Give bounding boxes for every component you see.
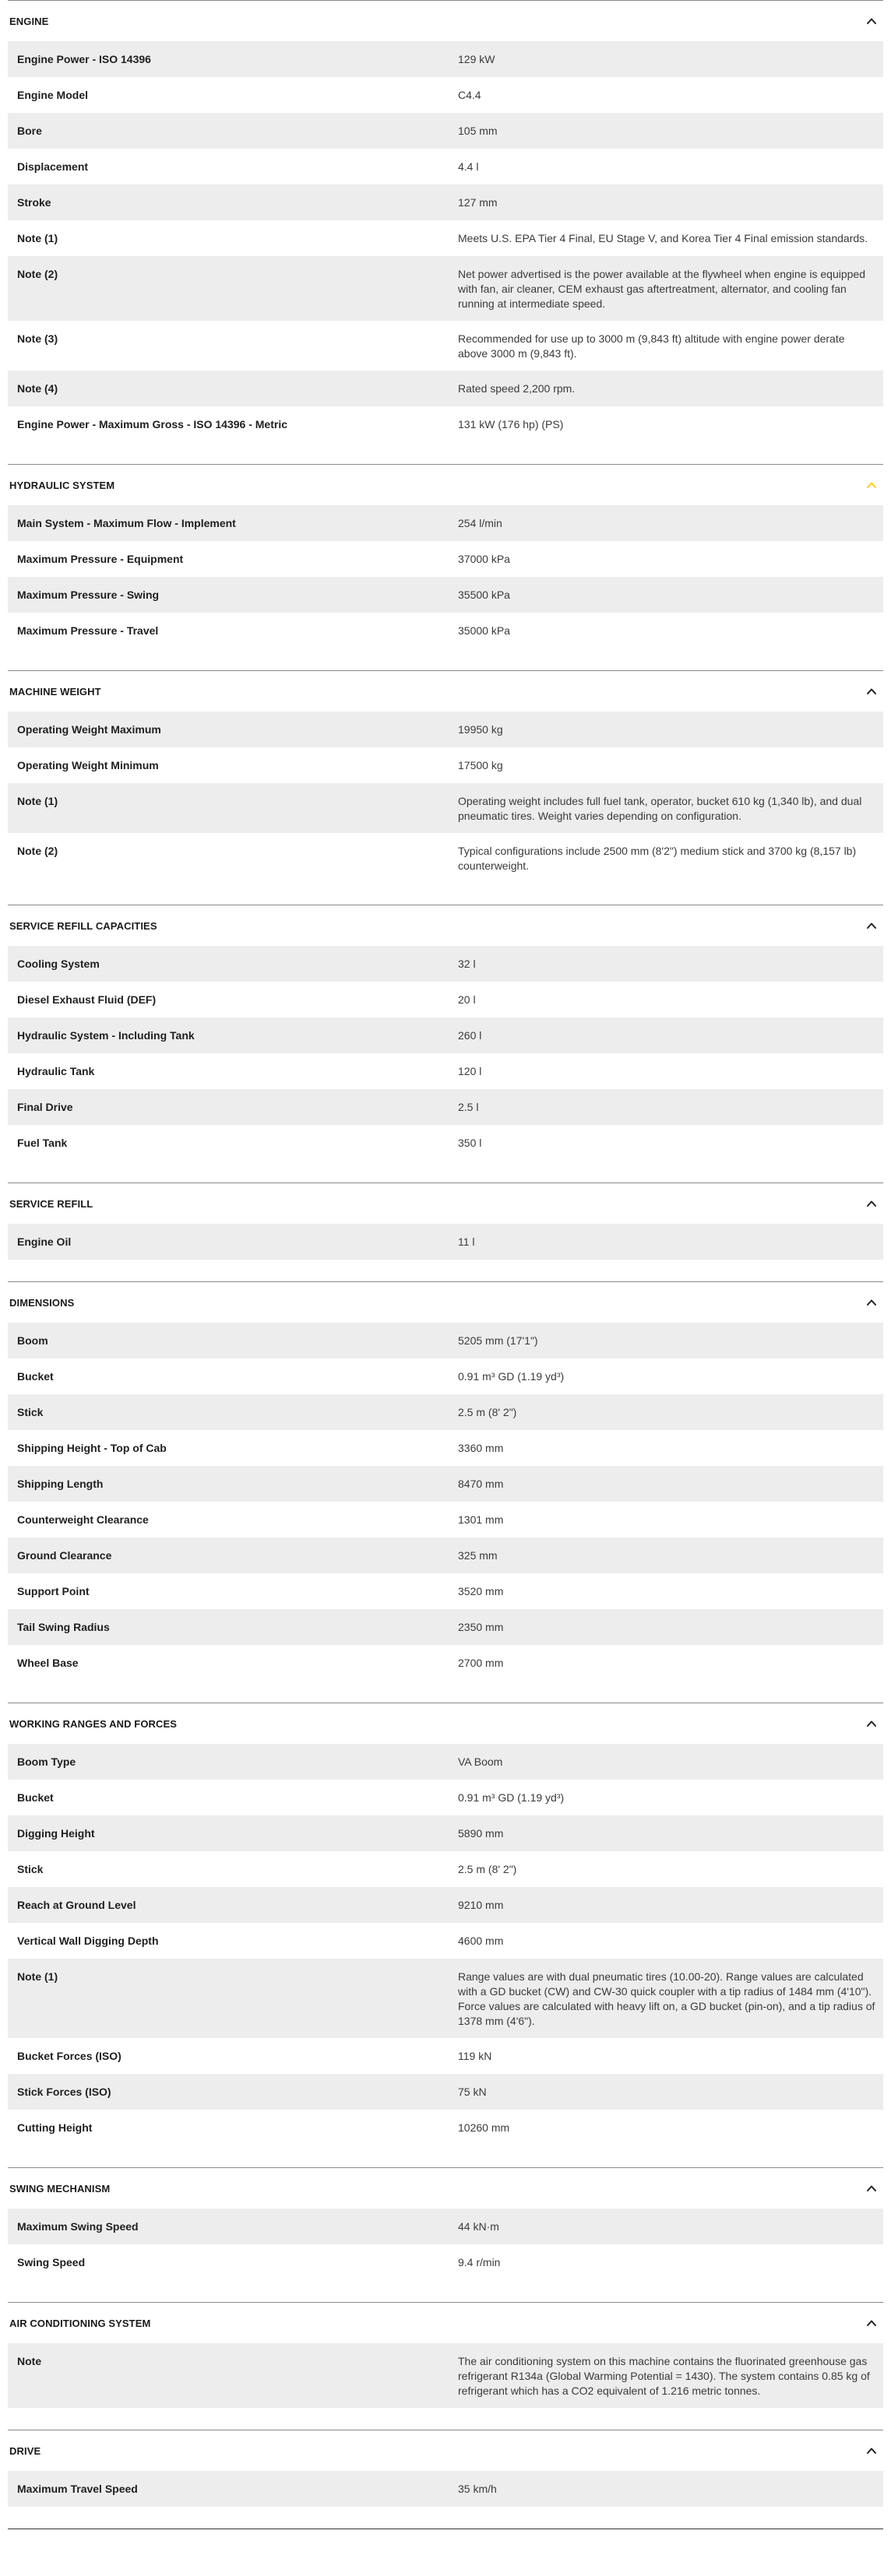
spec-row <box>8 1744 883 1780</box>
section-swing-mechanism <box>8 2167 883 2280</box>
spec-label: Hydraulic System - Including Tank <box>17 1029 195 1042</box>
spec-value: Recommended for use up to 3000 m (9,843 ft) altitude with engine power derate above 3000 m (9,843 ft). <box>458 332 845 360</box>
spec-value: 75 kN <box>458 2086 487 2098</box>
section-title: ENGINE <box>9 15 49 27</box>
spec-row <box>8 1959 883 2038</box>
spec-row <box>8 321 883 371</box>
spec-label: Operating Weight Minimum <box>17 759 159 771</box>
spec-table-air-conditioning-system <box>8 2343 883 2408</box>
spec-row <box>8 1017 883 1053</box>
spec-label: Maximum Swing Speed <box>17 2220 139 2233</box>
section-header-hydraulic-system[interactable] <box>8 465 883 505</box>
spec-label: Maximum Travel Speed <box>17 2483 138 2495</box>
section-service-refill-capacities <box>8 905 883 1161</box>
spec-row <box>8 747 883 783</box>
spec-row <box>8 833 883 883</box>
chevron-up-icon[interactable] <box>865 14 879 28</box>
spec-label: Hydraulic Tank <box>17 1065 95 1077</box>
spec-value: 10260 mm <box>458 2121 510 2134</box>
spec-row <box>8 2471 883 2507</box>
spec-value: 4.4 l <box>458 160 479 173</box>
spec-table-dimensions <box>8 1323 883 1681</box>
chevron-up-icon[interactable] <box>865 2444 879 2458</box>
spec-value: 3520 mm <box>458 1585 504 1597</box>
spec-row <box>8 1887 883 1923</box>
section-header-swing-mechanism[interactable] <box>8 2168 883 2209</box>
spec-row <box>8 1780 883 1815</box>
spec-row <box>8 1538 883 1573</box>
spec-label: Engine Power - ISO 14396 <box>17 53 151 65</box>
spec-value: 2700 mm <box>458 1657 504 1669</box>
spec-value: 11 l <box>458 1235 475 1248</box>
spec-label: Note (2) <box>17 268 58 280</box>
spec-value: 105 mm <box>458 125 498 137</box>
section-air-conditioning-system <box>8 2302 883 2408</box>
spec-value: The air conditioning system on this machine contains the fluorinated greenhouse gas refrigerant R134a (Global Warming Potential = 1430). The system contains 0.85 kg of refrigerant which has a CO2 equivalent of 1.216 metric tonnes. <box>458 2355 870 2397</box>
section-header-service-refill-capacities[interactable] <box>8 905 883 946</box>
spec-row <box>8 41 883 77</box>
spec-label: Note (1) <box>17 795 58 807</box>
section-hydraulic-system <box>8 464 883 648</box>
spec-label: Boom <box>17 1334 48 1347</box>
spec-label: Engine Model <box>17 89 88 101</box>
spec-row <box>8 1609 883 1645</box>
section-header-working-ranges-and-forces[interactable] <box>8 1703 883 1744</box>
spec-value: 2.5 l <box>458 1101 479 1113</box>
spec-value: Range values are with dual pneumatic tires (10.00-20). Range values are calculated with a GD bucket (CW) and CW-30 quick coupler with a tip radius of 1484 mm (4'10"). Force values are calculated with heavy lift on, a GD bucket (pin-on), and a tip radius of 1378 mm (4'6"). <box>458 1970 875 2027</box>
spec-label: Cooling System <box>17 958 100 970</box>
spec-label: Stick <box>17 1863 44 1875</box>
spec-row <box>8 712 883 747</box>
spec-value: 129 kW <box>458 53 495 65</box>
spec-label: Maximum Pressure - Swing <box>17 589 160 601</box>
spec-row <box>8 1573 883 1609</box>
spec-label: Final Drive <box>17 1101 73 1113</box>
section-title: SERVICE REFILL <box>9 1197 93 1210</box>
spec-row <box>8 1502 883 1538</box>
spec-row <box>8 541 883 577</box>
spec-table-swing-mechanism <box>8 2209 883 2280</box>
chevron-up-icon[interactable] <box>865 2316 879 2330</box>
spec-row <box>8 1394 883 1430</box>
spec-row <box>8 2038 883 2074</box>
spec-row <box>8 946 883 982</box>
spec-row <box>8 220 883 256</box>
spec-label: Note (4) <box>17 382 58 395</box>
spec-label: Operating Weight Maximum <box>17 723 161 736</box>
spec-table-service-refill-capacities <box>8 946 883 1161</box>
section-title: AIR CONDITIONING SYSTEM <box>9 2317 151 2329</box>
spec-value: 0.91 m³ GD (1.19 yd³) <box>458 1791 565 1804</box>
spec-label: Maximum Pressure - Travel <box>17 624 159 637</box>
spec-row <box>8 1923 883 1959</box>
spec-label: Fuel Tank <box>17 1137 68 1149</box>
section-service-refill <box>8 1183 883 1260</box>
spec-table-engine <box>8 41 883 442</box>
spec-label: Note <box>17 2355 42 2367</box>
section-header-dimensions[interactable] <box>8 1282 883 1323</box>
spec-value: 131 kW (176 hp) (PS) <box>458 418 564 431</box>
spec-value: Rated speed 2,200 rpm. <box>458 382 576 395</box>
spec-value: 44 kN·m <box>458 2220 499 2233</box>
spec-value: Net power advertised is the power available at the flywheel when engine is equipped with fan, air cleaner, CEM exhaust gas aftertreatment, alternator, and cooling fan running at intermediate speed. <box>458 268 865 310</box>
spec-value: 127 mm <box>458 196 498 209</box>
spec-row <box>8 613 883 648</box>
spec-label: Digging Height <box>17 1827 95 1840</box>
spec-label: Counterweight Clearance <box>17 1513 149 1526</box>
spec-row <box>8 1089 883 1125</box>
spec-row <box>8 1125 883 1161</box>
spec-value: 350 l <box>458 1137 482 1149</box>
spec-row <box>8 2343 883 2408</box>
spec-value: 2.5 m (8' 2") <box>458 1863 517 1875</box>
spec-label: Note (3) <box>17 332 58 345</box>
spec-row <box>8 113 883 149</box>
spec-label: Boom Type <box>17 1755 76 1768</box>
spec-label: Engine Oil <box>17 1235 72 1248</box>
section-working-ranges-and-forces <box>8 1703 883 2145</box>
spec-table-machine-weight <box>8 712 883 883</box>
spec-label: Bucket Forces (ISO) <box>17 2050 122 2062</box>
spec-label: Bucket <box>17 1370 54 1383</box>
spec-value: 3360 mm <box>458 1442 504 1454</box>
spec-value: Typical configurations include 2500 mm (8'2") medium stick and 3700 kg (8,157 lb) counterweight. <box>458 845 857 872</box>
chevron-up-icon[interactable] <box>865 684 879 698</box>
spec-table-drive <box>8 2471 883 2507</box>
spec-value: 0.91 m³ GD (1.19 yd³) <box>458 1370 565 1383</box>
spec-value: 32 l <box>458 958 476 970</box>
spec-value: 120 l <box>458 1065 482 1077</box>
spec-value: 2350 mm <box>458 1621 504 1633</box>
section-title: DRIVE <box>9 2444 41 2457</box>
spec-table-hydraulic-system <box>8 505 883 648</box>
spec-value: 5890 mm <box>458 1827 504 1840</box>
chevron-up-icon[interactable] <box>865 1295 879 1309</box>
spec-label: Maximum Pressure - Equipment <box>17 553 184 565</box>
spec-row <box>8 185 883 220</box>
spec-label: Shipping Length <box>17 1478 104 1490</box>
spec-value: 37000 kPa <box>458 553 510 565</box>
chevron-up-icon[interactable] <box>865 478 879 492</box>
spec-row <box>8 1323 883 1358</box>
section-title: HYDRAULIC SYSTEM <box>9 479 115 491</box>
chevron-up-icon[interactable] <box>865 1717 879 1731</box>
spec-label: Vertical Wall Digging Depth <box>17 1935 159 1947</box>
spec-label: Shipping Height - Top of Cab <box>17 1442 167 1454</box>
spec-row <box>8 505 883 541</box>
spec-label: Cutting Height <box>17 2121 93 2134</box>
spec-value: 35 km/h <box>458 2483 497 2495</box>
spec-value: 20 l <box>458 993 476 1006</box>
spec-value: Meets U.S. EPA Tier 4 Final, EU Stage V, and Korea Tier 4 Final emission standards. <box>458 232 868 244</box>
section-header-drive[interactable] <box>8 2430 883 2471</box>
spec-row <box>8 1224 883 1260</box>
spec-label: Support Point <box>17 1585 90 1597</box>
spec-value: 9.4 r/min <box>458 2256 501 2268</box>
spec-row <box>8 2209 883 2244</box>
section-title: SERVICE REFILL CAPACITIES <box>9 919 157 932</box>
spec-label: Wheel Base <box>17 1657 79 1669</box>
spec-value: 254 l/min <box>458 517 502 529</box>
spec-table-service-refill <box>8 1224 883 1260</box>
section-header-machine-weight[interactable] <box>8 671 883 712</box>
spec-row <box>8 1645 883 1681</box>
spec-label: Ground Clearance <box>17 1549 112 1562</box>
spec-row <box>8 2074 883 2110</box>
spec-row <box>8 77 883 113</box>
spec-value: 9210 mm <box>458 1899 504 1911</box>
spec-value: 260 l <box>458 1029 482 1042</box>
spec-value: Operating weight includes full fuel tank, operator, bucket 610 kg (1,340 lb), and dual pneumatic tires. Weight varies depending on configuration. <box>458 795 862 822</box>
spec-value: 8470 mm <box>458 1478 504 1490</box>
spec-row <box>8 982 883 1017</box>
spec-row <box>8 1430 883 1466</box>
spec-label: Stick <box>17 1406 44 1418</box>
spec-label: Note (1) <box>17 232 58 244</box>
spec-row <box>8 371 883 406</box>
spec-value: 5205 mm (17'1") <box>458 1334 538 1347</box>
section-machine-weight <box>8 670 883 883</box>
spec-label: Engine Power - Maximum Gross - ISO 14396 - Metric <box>17 418 287 431</box>
spec-label: Tail Swing Radius <box>17 1621 110 1633</box>
spec-label: Note (1) <box>17 1970 58 1983</box>
spec-row <box>8 406 883 442</box>
spec-row <box>8 2110 883 2145</box>
spec-row <box>8 1053 883 1089</box>
spec-label: Bore <box>17 125 42 137</box>
section-dimensions <box>8 1281 883 1681</box>
spec-row <box>8 256 883 321</box>
spec-row <box>8 783 883 833</box>
spec-label: Bucket <box>17 1791 54 1804</box>
section-header-engine[interactable] <box>8 1 883 41</box>
section-title: SWING MECHANISM <box>9 2182 111 2195</box>
spec-label: Note (2) <box>17 845 58 857</box>
spec-label: Stroke <box>17 196 51 209</box>
spec-value: 2.5 m (8' 2") <box>458 1406 517 1418</box>
spec-value: 17500 kg <box>458 759 503 771</box>
spec-value: 4600 mm <box>458 1935 504 1947</box>
spec-value: C4.4 <box>458 89 481 101</box>
chevron-up-icon[interactable] <box>865 2181 879 2195</box>
spec-table-working-ranges-and-forces <box>8 1744 883 2145</box>
spec-row <box>8 149 883 185</box>
spec-label: Main System - Maximum Flow - Implement <box>17 517 236 529</box>
spec-label: Stick Forces (ISO) <box>17 2086 111 2098</box>
spec-row <box>8 1466 883 1502</box>
spec-value: 35500 kPa <box>458 589 510 601</box>
spec-row <box>8 1358 883 1394</box>
section-title: MACHINE WEIGHT <box>9 685 101 698</box>
spec-label: Displacement <box>17 160 89 173</box>
spec-row <box>8 1851 883 1887</box>
spec-label: Reach at Ground Level <box>17 1899 136 1911</box>
spec-value: 19950 kg <box>458 723 503 736</box>
spec-label: Diesel Exhaust Fluid (DEF) <box>17 993 157 1006</box>
spec-value: 325 mm <box>458 1549 498 1562</box>
section-drive <box>8 2430 883 2507</box>
section-header-service-refill[interactable] <box>8 1183 883 1224</box>
spec-value: 35000 kPa <box>458 624 510 637</box>
spec-label: Swing Speed <box>17 2256 86 2268</box>
spec-value: 1301 mm <box>458 1513 504 1526</box>
spec-row <box>8 1815 883 1851</box>
spec-value: 119 kN <box>458 2050 492 2062</box>
spec-row <box>8 2244 883 2280</box>
spec-row <box>8 577 883 613</box>
chevron-up-icon[interactable] <box>865 919 879 933</box>
spec-value: VA Boom <box>458 1755 503 1768</box>
section-engine <box>8 0 883 442</box>
section-title: WORKING RANGES AND FORCES <box>9 1717 178 1730</box>
section-header-air-conditioning-system[interactable] <box>8 2303 883 2343</box>
chevron-up-icon[interactable] <box>865 1197 879 1211</box>
section-title: DIMENSIONS <box>9 1296 75 1309</box>
specifications-accordion <box>8 0 883 2529</box>
